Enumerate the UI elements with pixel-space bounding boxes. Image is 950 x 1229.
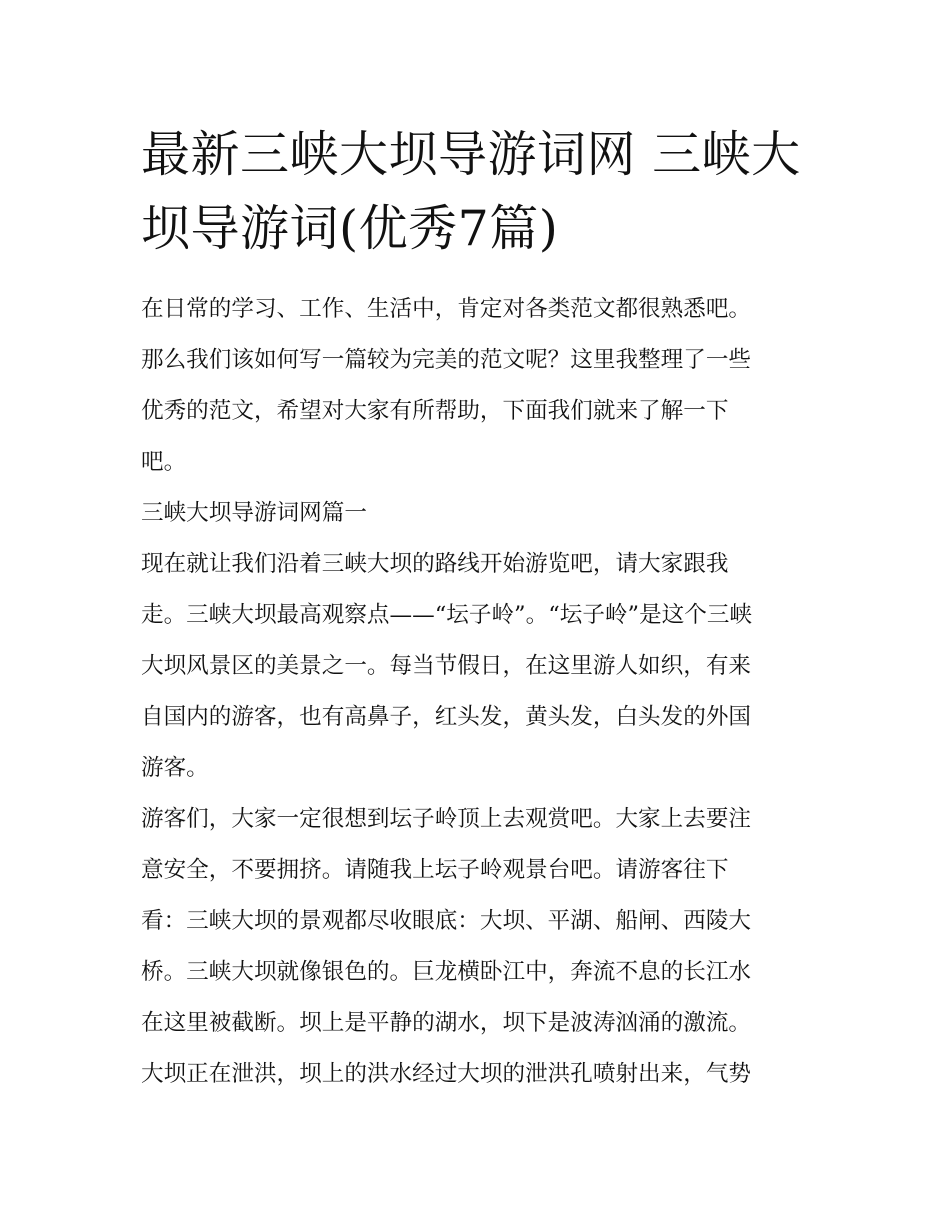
- paragraph-line: 游客。: [141, 755, 209, 781]
- paragraph-line: 优秀的范文，希望对大家有所帮助，下面我们就来了解一下: [141, 398, 729, 424]
- paragraph-line: 看：三峡大坝的景观都尽收眼底：大坝、平湖、船闸、西陵大: [141, 908, 752, 934]
- paragraph-line: 现在就让我们沿着三峡大坝的路线开始游览吧，请大家跟我: [141, 551, 729, 577]
- title-line-1: 最新三峡大坝导游词网 三峡大: [141, 126, 801, 183]
- paragraph-line: 吧。: [141, 449, 187, 475]
- body-paragraph-2: [141, 794, 821, 1100]
- paragraph-line: 游客们，大家一定很想到坛子岭顶上去观赏吧。大家上去要注: [141, 806, 752, 832]
- paragraph-line: 那么我们该如何写一篇较为完美的范文呢？这里我整理了一些: [141, 347, 752, 373]
- intro-paragraph: [141, 284, 821, 488]
- title-line-2: 坝导游词(优秀7篇): [141, 200, 559, 257]
- paragraph-line: 自国内的游客，也有高鼻子，红头发，黄头发，白头发的外国: [141, 704, 752, 730]
- document-title: [141, 118, 821, 266]
- paragraph-line: 在这里被截断。坝上是平静的湖水，坝下是波涛汹涌的激流。: [141, 1010, 752, 1036]
- paragraph-line: 大坝风景区的美景之一。每当节假日，在这里游人如织，有来: [141, 653, 752, 679]
- paragraph-line: 在日常的学习、工作、生活中，肯定对各类范文都很熟悉吧。: [141, 296, 752, 322]
- paragraph-line: 桥。三峡大坝就像银色的。巨龙横卧江中，奔流不息的长江水: [141, 959, 752, 985]
- body-paragraph-1: [141, 539, 821, 794]
- document-page: [141, 118, 821, 1100]
- section-heading-text: 三峡大坝导游词网篇一: [141, 500, 367, 526]
- paragraph-line: 大坝正在泄洪，坝上的洪水经过大坝的泄洪孔喷射出来，气势: [141, 1061, 752, 1087]
- paragraph-line: 走。三峡大坝最高观察点——“坛子岭”。“坛子岭”是这个三峡: [141, 602, 753, 628]
- section-heading: [141, 488, 821, 539]
- paragraph-line: 意安全，不要拥挤。请随我上坛子岭观景台吧。请游客往下: [141, 857, 729, 883]
